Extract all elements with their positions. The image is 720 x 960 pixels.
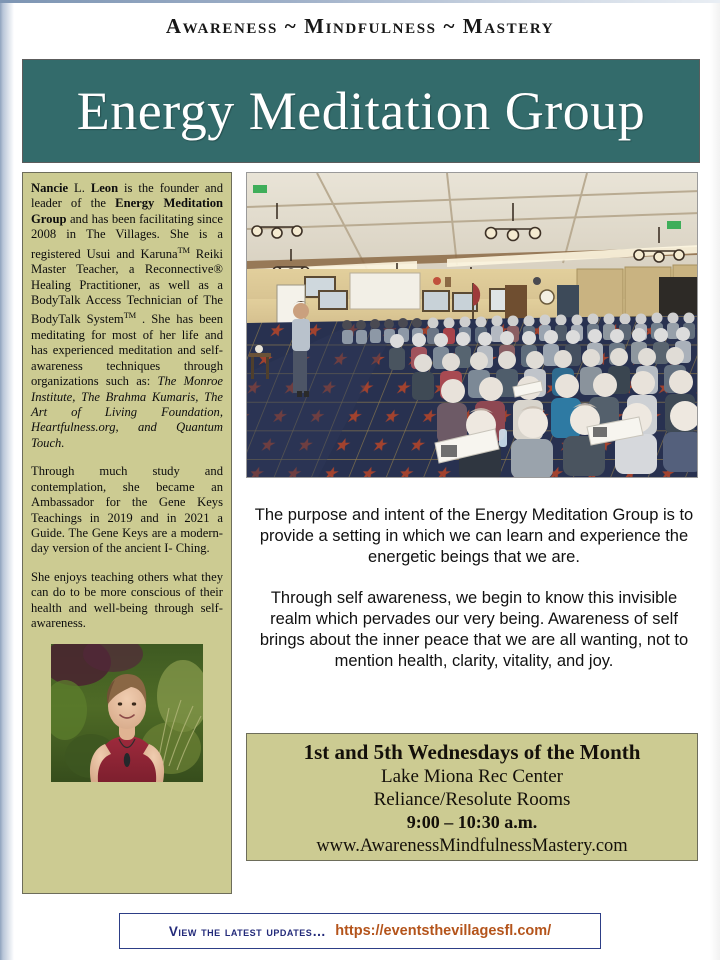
- page-top-rule: [0, 0, 720, 3]
- detail-venue: Lake Miona Rec Center: [380, 765, 563, 787]
- bio-paragraph-3: She enjoys teaching others what they can do to be more conscious of their health and well-being through self-awareness.: [31, 569, 223, 630]
- portrait-illustration: [51, 644, 203, 782]
- detail-time: 9:00 – 10:30 a.m.: [406, 811, 538, 832]
- purpose-text-block: [250, 505, 698, 672]
- footer-link-bar[interactable]: [119, 913, 601, 949]
- purpose-paragraph-1: The purpose and intent of the Energy Meditation Group is to provide a setting in which we can learn and experience the energetic beings that we are.: [254, 506, 694, 566]
- detail-schedule: 1st and 5th Wednesdays of the Month: [303, 739, 641, 764]
- bio-paragraph-2: Through much study and contemplation, she became an Ambassador for the Gene Keys Teachings in 2019 and in 2021 a Guide. The Gene Keys are a modern-day version of the ancient I- Ching.: [31, 464, 223, 556]
- title-banner: [22, 59, 700, 163]
- detail-rooms: Reliance/Resolute Rooms: [373, 788, 571, 810]
- detail-website[interactable]: www.AwarenessMindfulnessMastery.com: [316, 835, 628, 856]
- purpose-paragraph-2: Through self awareness, we begin to know this invisible realm which pervades our very being. Awareness of self brings about the inner peace that we are all wanting, not to mention health, clarity, vitality, and joy.: [259, 589, 689, 670]
- footer-label: View the latest updates…: [168, 923, 327, 939]
- meeting-details-box: [246, 733, 698, 861]
- bio-panel: [22, 172, 232, 894]
- bio-paragraph-1: Nancie L. Leon is the founder and leader of the Energy Meditation Group and has been facilitating since 2008 in The Villages. She is a registered Usui and Karuna™ Reiki Master Teacher, a Reconnective® Healing Practitioner, as well as a BodyTalk Access Technician of The BodyTalk System™ . She has been meditating for most of her life and has experienced meditation and self-awareness techniques through organizations such as: The Monroe Institute, The Brahma Kumaris, The Art of Living Foundation, Heartfulness.org, and Quantum Touch.: [31, 181, 224, 450]
- portrait-photo: [51, 644, 203, 782]
- tagline: Awareness ~ Mindfulness ~ Mastery: [165, 14, 555, 38]
- page-title: Energy Meditation Group: [76, 81, 646, 141]
- footer-url-link[interactable]: https://eventsthevillagesfl.com/: [335, 923, 552, 939]
- hero-photo: [246, 172, 698, 478]
- meeting-room-illustration: [247, 173, 698, 478]
